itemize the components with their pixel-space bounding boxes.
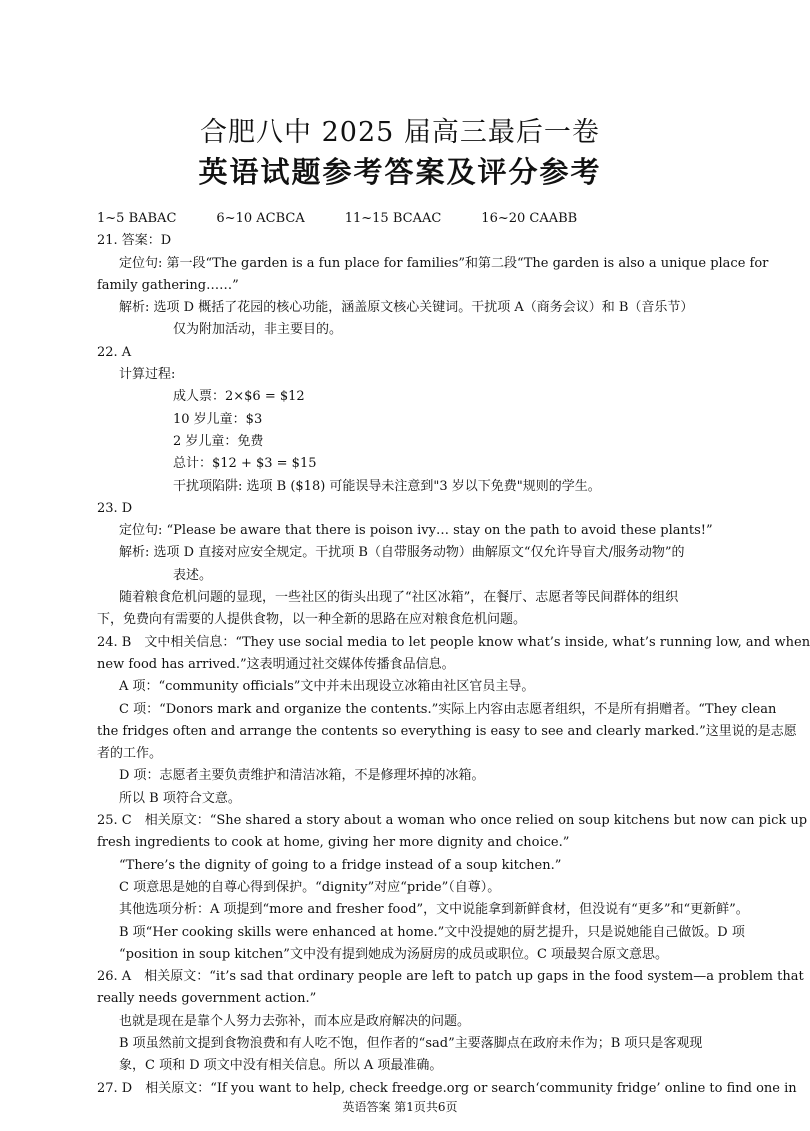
text-line: B 项虽然前文提到食物浪费和有人吃不饱，但作者的“sad”主要落脚点在政府未作为；B 项只是客观现 — [119, 1035, 703, 1051]
question-heading: 27. D 相关原文：“If you want to help, check freedge.org or search‘community fridge’ online to find one in — [97, 1080, 797, 1096]
passage-intro: 随着粮食危机问题的显现，一些社区的街头出现了“社区冰箱”，在餐厅、志愿者等民间群体的组织 — [119, 590, 679, 606]
question-heading: 24. B 文中相关信息：“They use social media to let people know what’s inside, what’s running low, and when — [97, 634, 810, 650]
text-line: 表述。 — [173, 567, 213, 583]
text-line: “There’s the dignity of going to a fridge instead of a soup kitchen.” — [119, 857, 562, 873]
question-heading: 22. A — [97, 344, 132, 360]
page-title: 合肥八中 2025 届高三最后一卷 — [200, 117, 600, 148]
answer-group: 16~20 CAABB — [481, 211, 578, 226]
answer-group: 6~10 ACBCA — [216, 211, 305, 226]
text-line: new food has arrived.”这表明通过社交媒体传播食品信息。 — [97, 656, 455, 672]
text-line: 总计：$12 + $3 = $15 — [173, 456, 317, 472]
passage-intro: 下，免费向有需要的人提供食物，以一种全新的思路在应对粮食危机问题。 — [97, 612, 527, 628]
text-line: fresh ingredients to cook at home, giving her more dignity and choice.” — [97, 835, 570, 851]
text-line: 定位句: 第一段“The garden is a fun place for families”和第二段“The garden is also a unique place for — [119, 255, 769, 271]
question-heading: 26. A 相关原文：“it’s sad that ordinary people are left to patch up gaps in the food system—a problem that — [97, 969, 804, 985]
text-line: 干扰项陷阱: 选项 B ($18) 可能误导未注意到"3 岁以下免费"规则的学生。 — [173, 478, 601, 494]
text-line: really needs government action.” — [97, 991, 317, 1007]
question-heading: 21. 答案：D — [97, 233, 172, 249]
text-line: C 项意思是她的自尊心得到保护。“dignity”对应“pride”（自尊）。 — [119, 879, 501, 895]
text-line: 定位句: “Please be aware that there is poison ivy… stay on the path to avoid these plants!” — [119, 523, 713, 539]
text-line: C 项：“Donors mark and organize the contents.”实际上内容由志愿者组织，不是所有捐赠者。“They clean — [119, 701, 777, 717]
text-line: “position in soup kitchen”文中没有提到她成为汤厨房的成员或职位。C 项最契合原文意思。 — [119, 946, 669, 962]
text-line: 解析: 选项 D 直接对应安全规定。干扰项 B（自带服务动物）曲解原文“仅允许导盲犬/服务动物”的 — [119, 545, 685, 561]
text-line: 成人票：2×$6 = $12 — [173, 389, 305, 405]
text-line: the fridges often and arrange the contents so everything is easy to see and clearly marked.”这里说的是志愿 — [97, 723, 797, 739]
question-heading: 25. C 相关原文：“She shared a story about a woman who once relied on soup kitchens but now can pick up — [97, 813, 808, 829]
text-line: 者的工作。 — [97, 746, 163, 762]
page-footer: 英语答案 第1页共6页 — [342, 1100, 458, 1114]
text-line: 10 岁儿童：$3 — [173, 411, 263, 427]
text-line: D 项：志愿者主要负责维护和清洁冰箱，不是修理坏掉的冰箱。 — [119, 768, 485, 784]
page-subtitle: 英语试题参考答案及评分参考 — [198, 155, 602, 189]
text-line: A 项：“community officials”文中并未出现设立冰箱由社区官员主导。 — [119, 679, 535, 695]
text-line: family gathering……” — [97, 277, 239, 293]
question-heading: 23. D — [97, 500, 133, 516]
answer-group: 1~5 BABAC — [97, 211, 177, 226]
text-line: 其他选项分析：A 项提到“more and fresher food”，文中说能拿到新鲜食材，但没说有“更多”和“更新鲜”。 — [119, 902, 749, 918]
text-line: 计算过程: — [119, 367, 176, 383]
answer-row — [97, 208, 709, 230]
text-line: 2 岁儿童：免费 — [173, 433, 264, 449]
text-line: B 项“Her cooking skills were enhanced at home.”文中没提她的厨艺提升，只是说她能自己做饭。D 项 — [119, 924, 745, 940]
text-line: 象，C 项和 D 项文中没有相关信息。所以 A 项最准确。 — [119, 1058, 443, 1074]
answer-group: 11~15 BCAAC — [344, 211, 442, 226]
text-line: 也就是现在是靠个人努力去弥补，而本应是政府解决的问题。 — [119, 1013, 471, 1029]
text-line: 解析: 选项 D 概括了花园的核心功能，涵盖原文核心关键词。干扰项 A（商务会议）和 B（音乐节） — [119, 300, 694, 316]
text-line: 所以 B 项符合文意。 — [119, 790, 241, 806]
content — [97, 208, 810, 1100]
text-line: 仅为附加活动，非主要目的。 — [173, 322, 343, 338]
